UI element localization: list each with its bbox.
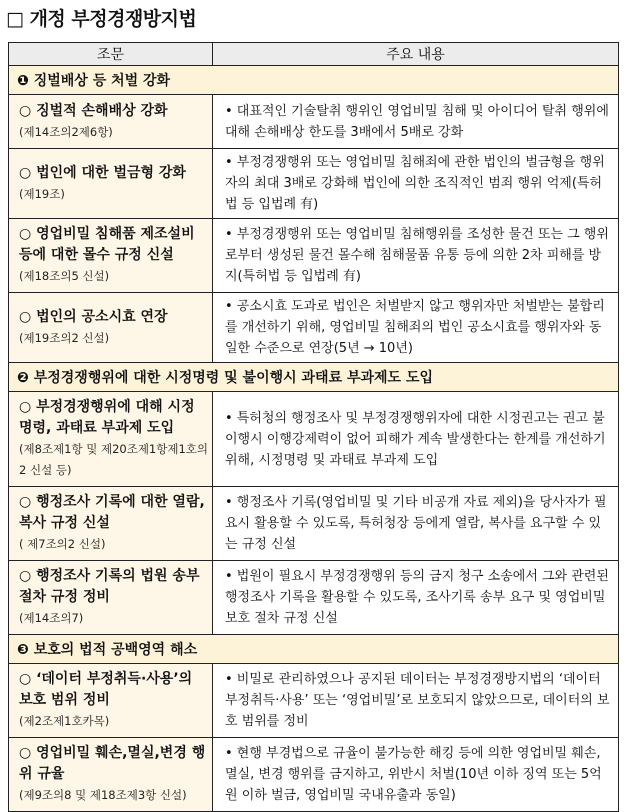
article-reference: (제14조의2제6항) <box>19 124 113 139</box>
content-text: • 부정경쟁행위 또는 영업비밀 침해행위를 조성한 물건 또는 그 행위로부터 생성된 물건 몰수해 침해물품 유통 등에 의한 2차 피해를 방지(특허법 등 입법례 有) <box>225 227 609 284</box>
section-heading-row <box>9 66 619 95</box>
content-text: • 행정조사 기록(영업비밀 및 기타 비공개 자료 제외)을 당사자가 필요시 활용할 수 있도록, 특허청장 등에게 열람, 복사를 요구할 수 있는 규정 신설 <box>225 495 607 552</box>
article-name: ○ ‘데이터 부정취득·사용’의 보호 범위 정비 <box>19 671 193 708</box>
content-text: • 현행 부경법으로 규율이 불가능한 해킹 등에 의한 영업비밀 훼손, 멸실, 변경 행위를 금지하고, 위반시 처벌(10년 이하 징역 또는 5억원 이하 벌금, 영업비밀 국내유출과 동일) <box>225 746 602 803</box>
section-heading-row <box>9 363 619 392</box>
content-text: • 부정경쟁행위 또는 영업비밀 침해죄에 관한 법인의 벌금형을 행위자의 최대 3배로 강화해 법인에 의한 조직적인 범죄 행위 억제(특허법 등 입법례 有) <box>225 155 605 212</box>
article-reference: (제2조제1호카목) <box>19 714 110 728</box>
table-row <box>9 664 619 738</box>
article-cell <box>9 487 213 561</box>
article-name: ○ 징벌적 손해배상 강화 <box>19 102 168 119</box>
content-cell <box>213 149 619 219</box>
header-main-content: 주요 내용 <box>213 43 619 66</box>
content-cell <box>213 392 619 487</box>
article-reference: (제8조제1항 및 제20조제1항제1호의2 신설 등) <box>19 442 209 477</box>
content-cell <box>213 487 619 561</box>
section-heading: ❸ 보호의 법적 공백영역 해소 <box>9 635 619 664</box>
section-heading-row <box>9 635 619 664</box>
law-summary-table <box>8 42 619 812</box>
article-reference: (제19조의2 신설) <box>19 330 110 345</box>
article-cell <box>9 293 213 363</box>
table-header-row <box>9 43 619 66</box>
header-article: 조문 <box>9 43 213 66</box>
article-cell <box>9 664 213 738</box>
article-cell <box>9 149 213 219</box>
content-text: • 대표적인 기술탈취 행위인 영업비밀 침해 및 아이디어 탈취 행위에 대해 손해배상 한도를 3배에서 5배로 강화 <box>225 103 609 140</box>
article-cell <box>9 95 213 149</box>
article-reference: ( 제7조의2 신설) <box>19 537 106 551</box>
section-heading: ❷ 부정경쟁행위에 대한 시정명령 및 불이행시 과태료 부과제도 도입 <box>9 363 619 392</box>
article-name: ○ 행정조사 기록에 대한 열람, 복사 규정 신설 <box>19 494 205 531</box>
article-reference: (제18조의5 신설) <box>19 269 110 283</box>
article-cell <box>9 561 213 635</box>
content-text: • 특허청의 행정조사 및 부정경쟁행위자에 대한 시정권고는 권고 불이행시 이행강제력이 없어 피해가 계속 발생한다는 한계를 개선하기 위해, 시정명령 및 과태료 부과제 도입 <box>225 410 606 468</box>
article-name: ○ 법인의 공소시효 연장 <box>19 308 168 325</box>
table-row <box>9 149 619 219</box>
content-text: • 법원이 필요시 부정경쟁행위 등의 금지 청구 소송에서 그와 관련된 행정조사 기록을 활용할 수 있도록, 조사기록 송부 요구 및 영업비밀 보호 절차 규정 신설 <box>225 569 609 626</box>
content-cell <box>213 561 619 635</box>
content-cell <box>213 95 619 149</box>
article-name: ○ 법인에 대한 벌금형 강화 <box>19 164 186 181</box>
table-row <box>9 95 619 149</box>
content-cell <box>213 219 619 293</box>
article-reference: (제9조의8 및 제18조제3항 신설) <box>19 788 187 802</box>
article-reference: (제14조의7) <box>19 611 84 625</box>
article-cell <box>9 392 213 487</box>
content-text: • 비밀로 관리하였으나 공지된 데이터는 부정경쟁방지법의 ‘데이터 부정취득·사용’ 또는 ‘영업비밀’로 보호되지 않았으므로, 데이터의 보호 범위를 정비 <box>225 672 610 729</box>
table-row <box>9 561 619 635</box>
content-cell <box>213 293 619 363</box>
article-name: ○ 영업비밀 훼손,멸실,변경 행위 규율 <box>19 745 206 782</box>
table-row <box>9 392 619 487</box>
article-name: ○ 부정경쟁행위에 대해 시정명령, 과태료 부과제 도입 <box>19 399 195 436</box>
content-text: • 공소시효 도과로 법인은 처벌받지 않고 행위자만 처벌받는 불합리를 개선하기 위해, 영업비밀 침해죄의 법인 공소시효를 행위자와 동일한 수준으로 연장(5년 → 10년) <box>225 299 605 356</box>
table-row <box>9 487 619 561</box>
article-reference: (제19조) <box>19 186 65 201</box>
content-cell <box>213 664 619 738</box>
article-name: ○ 행정조사 기록의 법원 송부 절차 규정 정비 <box>19 568 200 605</box>
page-title: □ 개정 부정경쟁방지법 <box>6 8 197 30</box>
section-heading: ❶ 징벌배상 등 처벌 강화 <box>9 66 619 95</box>
table-row <box>9 219 619 293</box>
table-row <box>9 293 619 363</box>
article-name: ○ 영업비밀 침해품 제조설비 등에 대한 몰수 규정 신설 <box>19 226 195 263</box>
article-cell <box>9 219 213 293</box>
